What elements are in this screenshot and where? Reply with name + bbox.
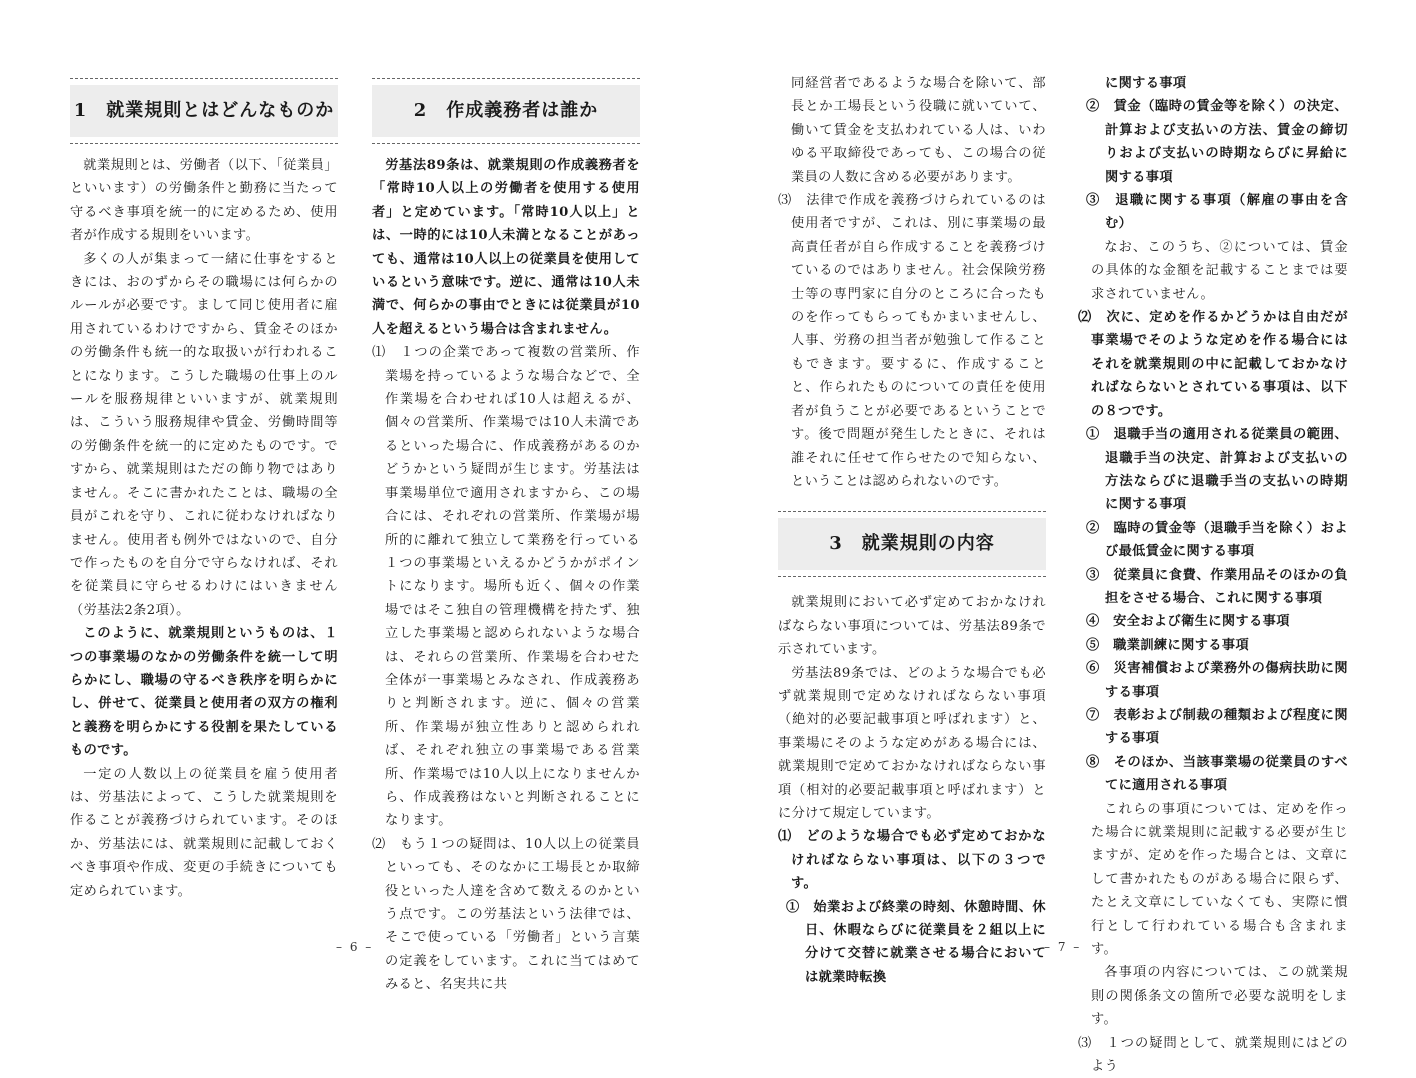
sub-list-item: ④ 安全および衛生に関する事項	[1086, 614, 1290, 630]
section-3-header	[778, 511, 1046, 577]
section-2-header	[372, 78, 640, 144]
section-3-title: 3 就業規則の内容	[778, 518, 1046, 570]
section-1-header	[70, 78, 338, 144]
note: これらの事項については、定めを作った場合に就業規則に記載する必要が生じますが、定めを作った場合とは、文章にして書かれたものがある場合に限らず、たとえ文章にしていなくても、実際に慣行として行われている場合も含まれます。	[1091, 801, 1348, 958]
dashed-rule	[70, 78, 338, 79]
sub-list-item: ⑥ 災害補償および業務外の傷病扶助に関する事項	[1086, 661, 1348, 700]
left-page-column-1	[70, 72, 338, 903]
sub-list-item: ① 始業および終業の時刻、休憩時間、休日、休暇ならびに従業員を２組以上に分けて交替に就業させる場合においては就業時転換	[786, 899, 1046, 985]
left-page-column-2	[372, 72, 640, 997]
list-item: ⑵ もう１つの疑問は、10人以上の従業員といっても、そのなかに工場長とか取締役といった人達を含めて数えるのかという点です。この労基法という法律では、そこで使っている「労働者」という言葉の定義をしています。これに当てはめてみると、名実共に共	[372, 836, 640, 993]
paragraph: 労基法89条では、どのような場合でも必ず就業規則で定めなければならない事項（絶対的必要記載事項と呼ばれます）と、事業場にそのような定めがある場合には、就業規則で定めておかなければならない事項（相対的必要記載事項と呼ばれます）とに分けて規定しています。	[778, 665, 1046, 821]
paragraph: 多くの人が集まって一緒に仕事をするときには、おのずからその職場には何らかのルールが必要です。まして同じ使用者に雇用されているわけですから、賃金そのほかの労働条件も統一的な取扱いが行われることになります。こうした職場の仕事上のルールを服務規律といいますが、就業規則は、こういう服務規律や賃金、労働時間等の労働条件を統一的に定めたものです。ですから、就業規則はただの飾り物ではありません。そこに書かれたことは、職場の全員がこれを守り、これに従わなければなりません。使用者も例外ではないので、自分で作ったものを自分で守らなければ、それを従業員に守らせるわけにはいきません（労基法2条2項）。	[70, 251, 338, 618]
sub-list-item: ⑤ 職業訓練に関する事項	[1086, 637, 1250, 653]
list-item: ⑵ 次に、定めを作るかどうかは自由だが事業場でそのような定めを作る場合にはそれを就業規則の中に記載しておかなければならないとされている事項は、以下の８つです。	[1078, 310, 1348, 419]
paragraph-continued: 同経営者であるような場合を除いて、部長とか工場長という役職に就いていて、働いて賃金を支払われている人は、いわゆる平取締役であっても、この場合の従業員の人数に含める必要があります。	[791, 76, 1046, 185]
list-item: ⑴ どのような場合でも必ず定めておかなければならない事項は、以下の３つです。	[778, 829, 1046, 892]
note: 各事項の内容については、この就業規則の関係条文の箇所で必要な説明をします。	[1091, 965, 1348, 1028]
right-page-column-1	[778, 72, 1046, 989]
sub-list-item: ⑦ 表彰および制裁の種類および程度に関する事項	[1086, 707, 1348, 747]
sub-list-item: ① 退職手当の適用される従業員の範囲、退職手当の決定、計算および支払いの方法ならびに退職手当の支払いの時期に関する事項	[1086, 427, 1348, 513]
dashed-rule	[778, 511, 1046, 512]
list-item: ⑶ １つの疑問として、就業規則にはどのよう	[1078, 1035, 1348, 1075]
section-1-title: 1 就業規則とはどんなものか	[70, 85, 338, 137]
sub-list-item: ⑧ そのほか、当該事業場の従業員のすべてに適用される事項	[1086, 754, 1348, 794]
page-number-left: – 6 –	[336, 940, 374, 954]
list-item: ⑴ １つの企業であって複数の営業所、作業場を持っているような場合などで、全作業場を合わせれば10人は超えるが、個々の営業所、作業場では10人未満であるといった場合に、作成義務があるのかどうかという疑問が生じます。労基法は事業場単位で適用されますから、この場合には、それぞれの営業所、作業場が場所的に離れて独立して業務を行っている１つの事業場といえるかどうかがポイントになります。場所も近く、個々の作業場ではそこ独自の管理機構を持たず、独立した事業場と認められないような場合は、それらの営業所、作業場を合わせた全体が一事業場とみなされ、作成義務ありと判断されます。逆に、個々の営業所、作業場が独立性ありと認められれば、それぞれ独立の事業場である営業所、作業場では10人以上になりませんから、作成義務はないと判断されることになります。	[372, 345, 640, 829]
page-number-right: – 7 –	[1044, 940, 1082, 954]
dashed-rule	[372, 78, 640, 79]
sub-list-item: ② 賃金（臨時の賃金等を除く）の決定、計算および支払いの方法、賃金の締切りおよび支払いの時期ならびに昇給に関する事項	[1086, 99, 1348, 185]
dashed-rule	[372, 143, 640, 144]
dashed-rule	[778, 576, 1046, 577]
list-item: ⑶ 法律で作成を義務づけられているのは使用者ですが、これは、別に事業場の最高責任者が自ら作成することを義務づけているのではありません。社会保険労務士等の専門家に自分のところに合ったものを作ってもらってもかまいませんし、人事、労務の担当者が勉強して作ることもできます。要するに、作成することと、作られたものについての責任を使用者が負うことが必要であるということです。後で問題が発生したときに、それは誰それに任せて作らせたので知らない、ということは認められないのです。	[778, 193, 1046, 489]
paragraph: 労基法89条は、就業規則の作成義務者を「常時10人以上の労働者を使用する使用者」と定めています。「常時10人以上」とは、一時的には10人未満となることがあっても、通常は10人以上の従業員を使用しているという意味です。逆に、通常は10人未満で、何らかの事由でときには従業員が10人を超えるという場合は含まれません。	[372, 158, 640, 337]
paragraph: 就業規則とは、労働者（以下、「従業員」といいます）の労働条件と勤務に当たって守るべき事項を統一的に定めるため、使用者が作成する規則をいいます。	[70, 158, 338, 244]
paragraph: 就業規則において必ず定めておかなければならない事項については、労基法89条で示されています。	[778, 595, 1046, 658]
paragraph: このように、就業規則というものは、１つの事業場のなかの労働条件を統一して明らかにし、職場の守るべき秩序を明らかにし、併せて、従業員と使用者の双方の権利と義務を明らかにする役割を果たしているものです。	[70, 626, 338, 759]
dashed-rule	[70, 143, 338, 144]
right-page-column-2	[1078, 72, 1348, 1078]
sub-list-item: ③ 退職に関する事項（解雇の事由を含む）	[1086, 193, 1348, 232]
sub-list-item: ③ 従業員に食費、作業用品そのほかの負担をさせる場合、これに関する事項	[1086, 567, 1348, 606]
sub-list-item: ② 臨時の賃金等（退職手当を除く）および最低賃金に関する事項	[1086, 520, 1348, 560]
section-2-title: 2 作成義務者は誰か	[372, 85, 640, 137]
paragraph: 一定の人数以上の従業員を雇う使用者は、労基法によって、こうした就業規則を作ることが義務づけられています。そのほか、労基法には、就業規則に記載しておくべき事項や作成、変更の手続きについても定められています。	[70, 766, 338, 899]
sub-list-item-continued: に関する事項	[1105, 76, 1187, 91]
note: なお、このうち、②については、賃金の具体的な金額を記載することまでは要求されていません。	[1091, 239, 1348, 302]
